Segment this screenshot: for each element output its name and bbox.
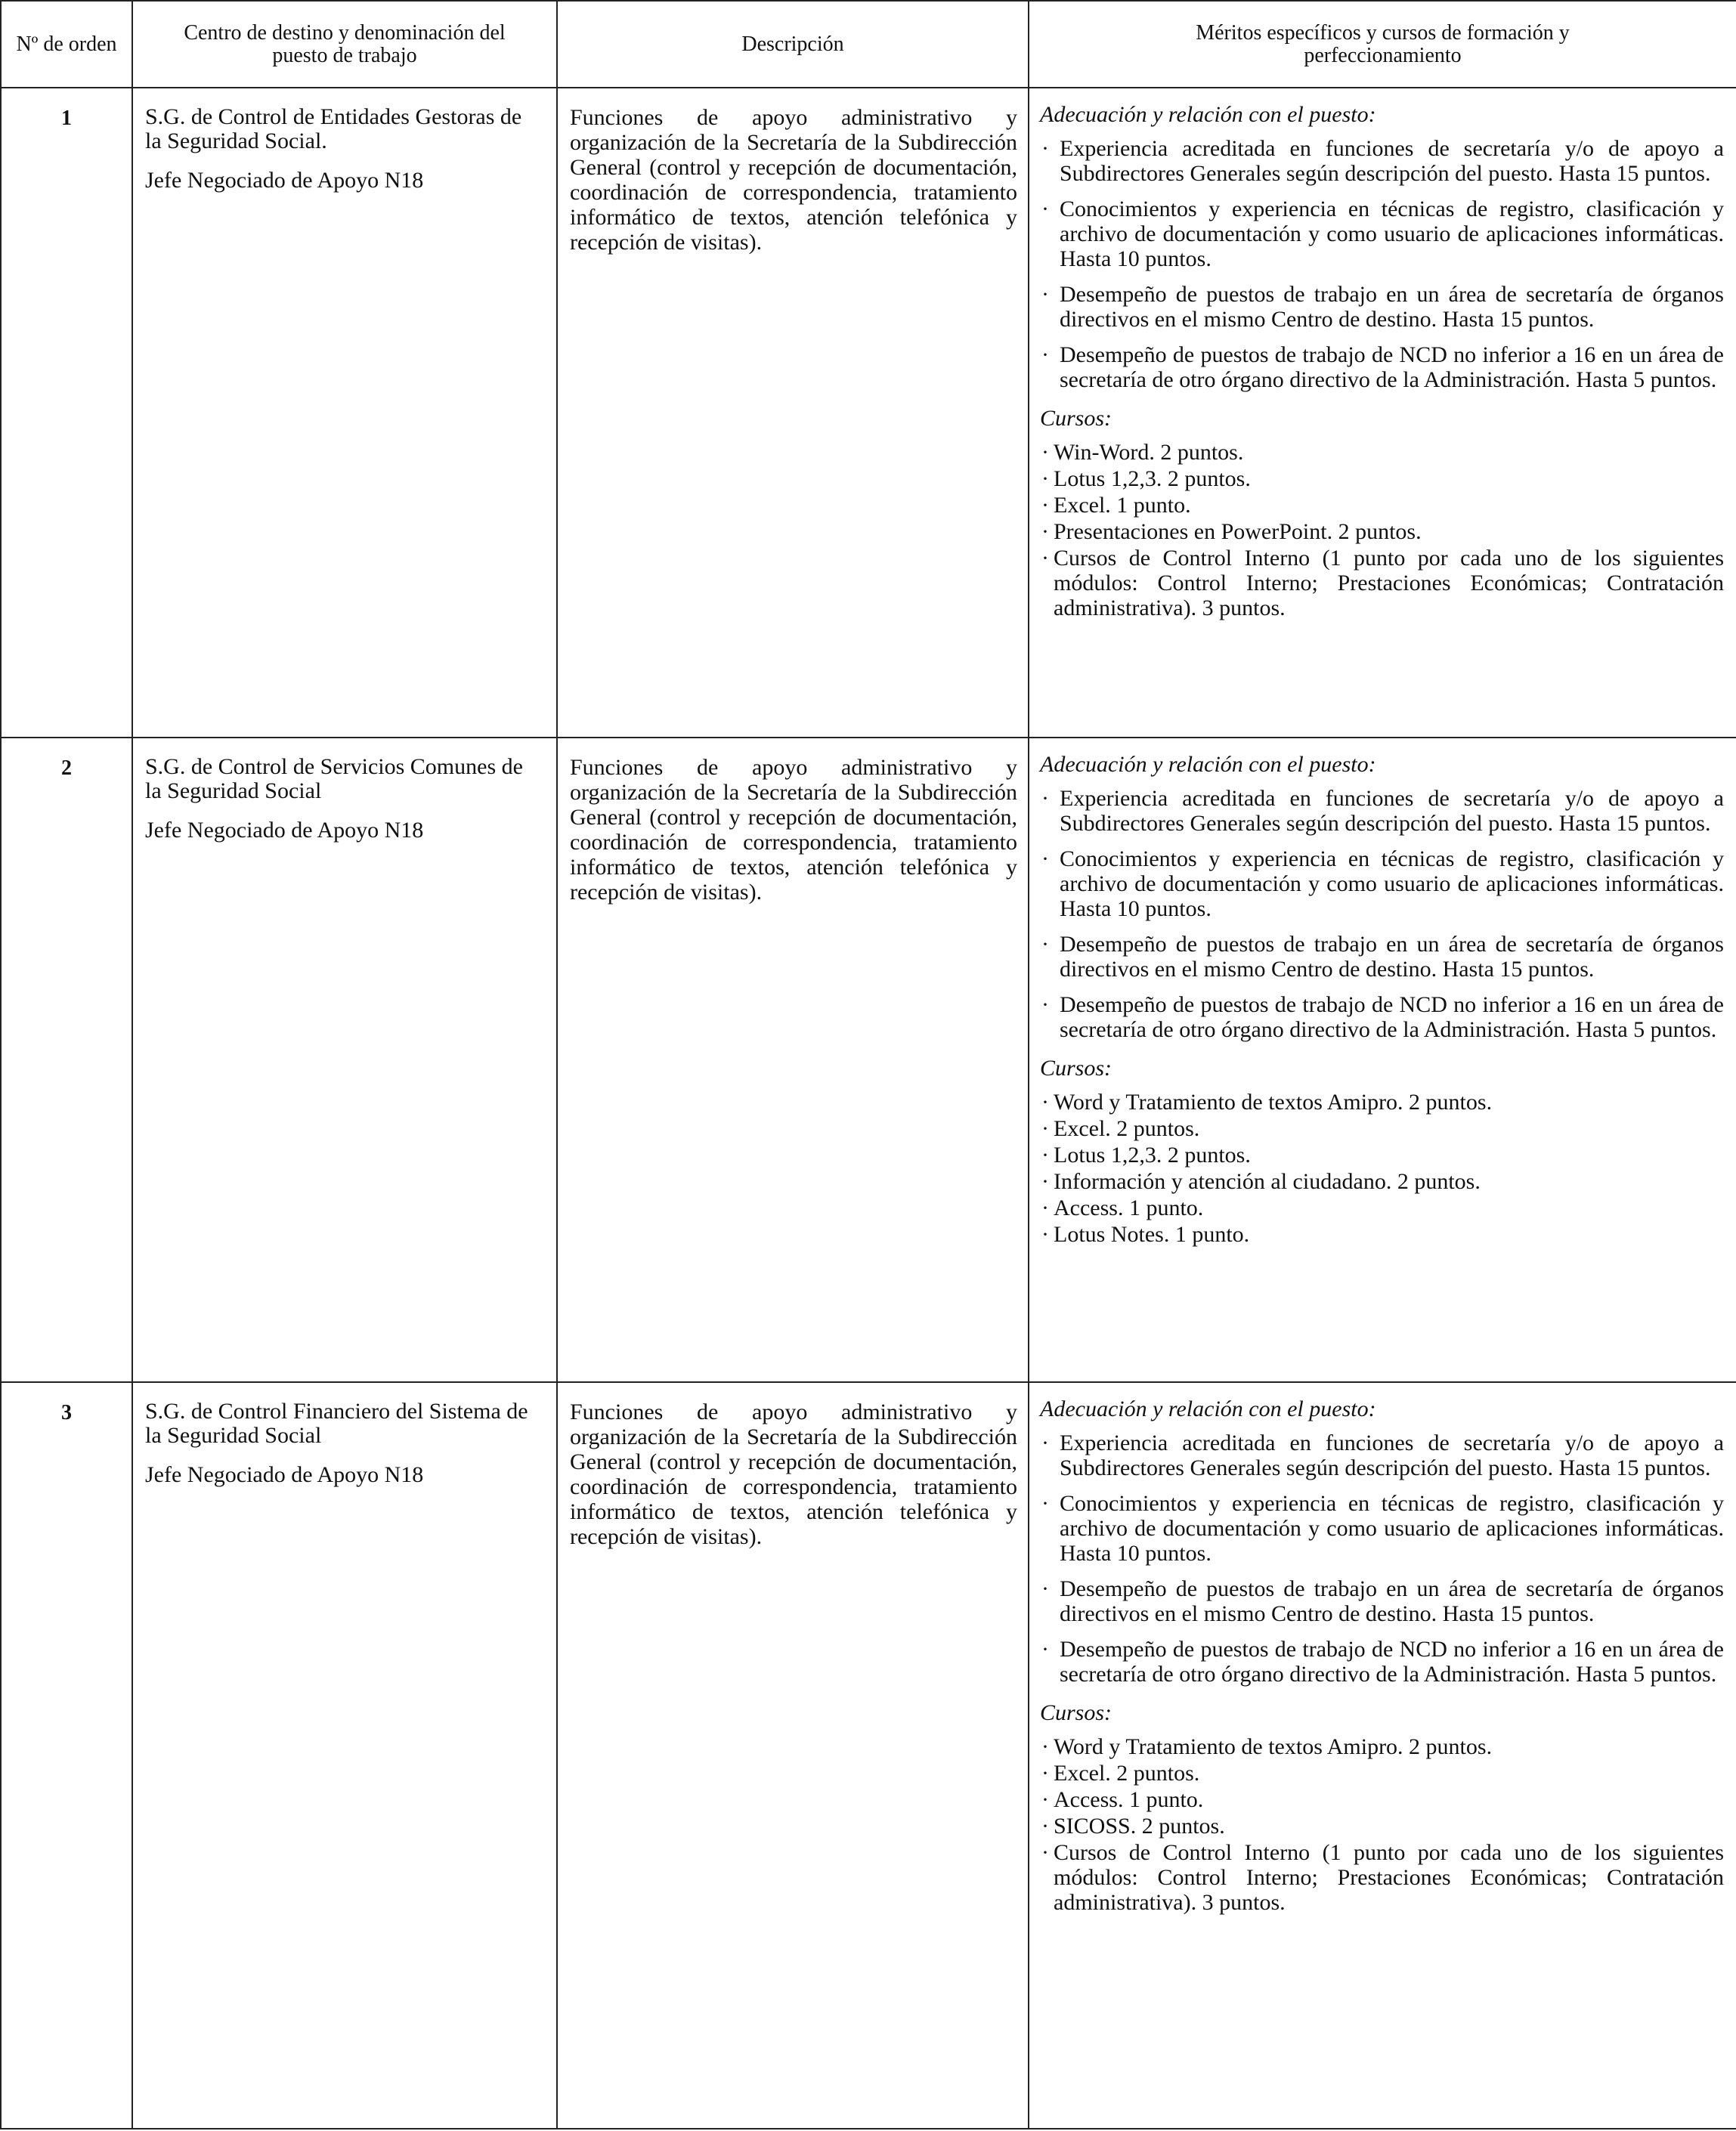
list-item: · Desempeño de puestos de trabajo de NCD no inferior a 16 en un área de secretaría de otro órgano directivo de la Administración. Hasta 5 puntos. xyxy=(1040,342,1724,392)
list-item: · Excel. 2 puntos. xyxy=(1040,1116,1724,1141)
cursos-list xyxy=(1040,1090,1724,1247)
adecuacion-list xyxy=(1040,786,1724,1042)
table-row xyxy=(1,738,1736,1382)
adecuacion-heading: Adecuación y relación con el puesto: xyxy=(1040,752,1376,777)
list-item: · Excel. 1 punto. xyxy=(1040,493,1724,518)
list-item: · Conocimientos y experiencia en técnicas de registro, clasificación y archivo de documentación y como usuario de aplicaciones informáticas. Hasta 10 puntos. xyxy=(1040,846,1724,921)
list-item: · SICOSS. 2 puntos. xyxy=(1040,1814,1724,1839)
descripcion-cell: Funciones de apoyo administrativo y organización de la Secretaría de la Subdirección General (control y recepción de documentación, coordinación de correspondencia, tratamiento informático de textos, atención telefónica y recepción de visitas). xyxy=(557,88,1029,738)
row-number: 2 xyxy=(1,738,132,1382)
adecuacion-heading: Adecuación y relación con el puesto: xyxy=(1040,102,1376,127)
puesto-name: Jefe Negociado de Apoyo N18 xyxy=(145,818,424,843)
header-meritos: Méritos específicos y cursos de formación y perfeccionamiento xyxy=(1029,1,1736,88)
list-item: · Desempeño de puestos de trabajo en un área de secretaría de órganos directivos en el mismo Centro de destino. Hasta 15 puntos. xyxy=(1040,1576,1724,1626)
table-row xyxy=(1,88,1736,738)
centro-cell xyxy=(132,88,557,738)
puesto-name: Jefe Negociado de Apoyo N18 xyxy=(145,1462,424,1487)
cursos-heading: Cursos: xyxy=(1040,1056,1112,1081)
list-item: · Experiencia acreditada en funciones de secretaría y/o de apoyo a Subdirectores Generales según descripción del puesto. Hasta 15 puntos. xyxy=(1040,136,1724,186)
adecuacion-list xyxy=(1040,136,1724,392)
list-item: · Desempeño de puestos de trabajo en un área de secretaría de órganos directivos en el mismo Centro de destino. Hasta 15 puntos. xyxy=(1040,282,1724,332)
list-item: · Access. 1 punto. xyxy=(1040,1787,1724,1812)
adecuacion-list xyxy=(1040,1430,1724,1687)
list-item: · Cursos de Control Interno (1 punto por cada uno de los siguientes módulos: Control Interno; Prestaciones Económicas; Contratación administrativa). 3 puntos. xyxy=(1040,546,1724,620)
cursos-list xyxy=(1040,1734,1724,1915)
header-num: Nº de orden xyxy=(1,1,132,88)
list-item: · Win-Word. 2 puntos. xyxy=(1040,440,1724,465)
list-item: · Access. 1 punto. xyxy=(1040,1195,1724,1220)
row-number: 3 xyxy=(1,1382,132,2129)
descripcion-cell: Funciones de apoyo administrativo y organización de la Secretaría de la Subdirección General (control y recepción de documentación, coordinación de correspondencia, tratamiento informático de textos, atención telefónica y recepción de visitas). xyxy=(557,1382,1029,2129)
meritos-cell xyxy=(1029,1382,1736,2129)
table-row xyxy=(1,1382,1736,2129)
list-item: · Lotus 1,2,3. 2 puntos. xyxy=(1040,1143,1724,1168)
centro-name: S.G. de Control de Entidades Gestoras de la Seguridad Social. xyxy=(145,104,522,153)
list-item: · Word y Tratamiento de textos Amipro. 2 puntos. xyxy=(1040,1734,1724,1759)
list-item: · Desempeño de puestos de trabajo de NCD no inferior a 16 en un área de secretaría de otro órgano directivo de la Administración. Hasta 5 puntos. xyxy=(1040,1637,1724,1687)
list-item: · Word y Tratamiento de textos Amipro. 2 puntos. xyxy=(1040,1090,1724,1115)
header-centro: Centro de destino y denominación del puesto de trabajo xyxy=(132,1,557,88)
centro-name: S.G. de Control de Servicios Comunes de la Seguridad Social xyxy=(145,754,523,803)
list-item: · Desempeño de puestos de trabajo en un área de secretaría de órganos directivos en el mismo Centro de destino. Hasta 15 puntos. xyxy=(1040,932,1724,982)
list-item: · Desempeño de puestos de trabajo de NCD no inferior a 16 en un área de secretaría de otro órgano directivo de la Administración. Hasta 5 puntos. xyxy=(1040,992,1724,1042)
meritos-cell xyxy=(1029,738,1736,1382)
list-item: · Presentaciones en PowerPoint. 2 puntos. xyxy=(1040,519,1724,544)
adecuacion-heading: Adecuación y relación con el puesto: xyxy=(1040,1396,1376,1421)
centro-cell xyxy=(132,1382,557,2129)
cursos-list xyxy=(1040,440,1724,620)
header-descripcion: Descripción xyxy=(557,1,1029,88)
list-item: · Conocimientos y experiencia en técnicas de registro, clasificación y archivo de documentación y como usuario de aplicaciones informáticas. Hasta 10 puntos. xyxy=(1040,1491,1724,1566)
puesto-name: Jefe Negociado de Apoyo N18 xyxy=(145,168,424,193)
list-item: · Conocimientos y experiencia en técnicas de registro, clasificación y archivo de documentación y como usuario de aplicaciones informáticas. Hasta 10 puntos. xyxy=(1040,196,1724,271)
centro-name: S.G. de Control Financiero del Sistema de la Seguridad Social xyxy=(145,1399,528,1448)
descripcion-cell: Funciones de apoyo administrativo y organización de la Secretaría de la Subdirección General (control y recepción de documentación, coordinación de correspondencia, tratamiento informático de textos, atención telefónica y recepción de visitas). xyxy=(557,738,1029,1382)
cursos-heading: Cursos: xyxy=(1040,406,1112,431)
table-header-row xyxy=(1,1,1736,88)
centro-cell xyxy=(132,738,557,1382)
list-item: · Experiencia acreditada en funciones de secretaría y/o de apoyo a Subdirectores Generales según descripción del puesto. Hasta 15 puntos. xyxy=(1040,1430,1724,1480)
row-number: 1 xyxy=(1,88,132,738)
list-item: · Cursos de Control Interno (1 punto por cada uno de los siguientes módulos: Control Interno; Prestaciones Económicas; Contratación administrativa). 3 puntos. xyxy=(1040,1840,1724,1915)
list-item: · Experiencia acreditada en funciones de secretaría y/o de apoyo a Subdirectores Generales según descripción del puesto. Hasta 15 puntos. xyxy=(1040,786,1724,836)
cursos-heading: Cursos: xyxy=(1040,1700,1112,1725)
list-item: · Lotus 1,2,3. 2 puntos. xyxy=(1040,466,1724,491)
meritos-cell xyxy=(1029,88,1736,738)
list-item: · Excel. 2 puntos. xyxy=(1040,1761,1724,1786)
list-item: · Información y atención al ciudadano. 2 puntos. xyxy=(1040,1169,1724,1194)
list-item: · Lotus Notes. 1 punto. xyxy=(1040,1222,1724,1247)
